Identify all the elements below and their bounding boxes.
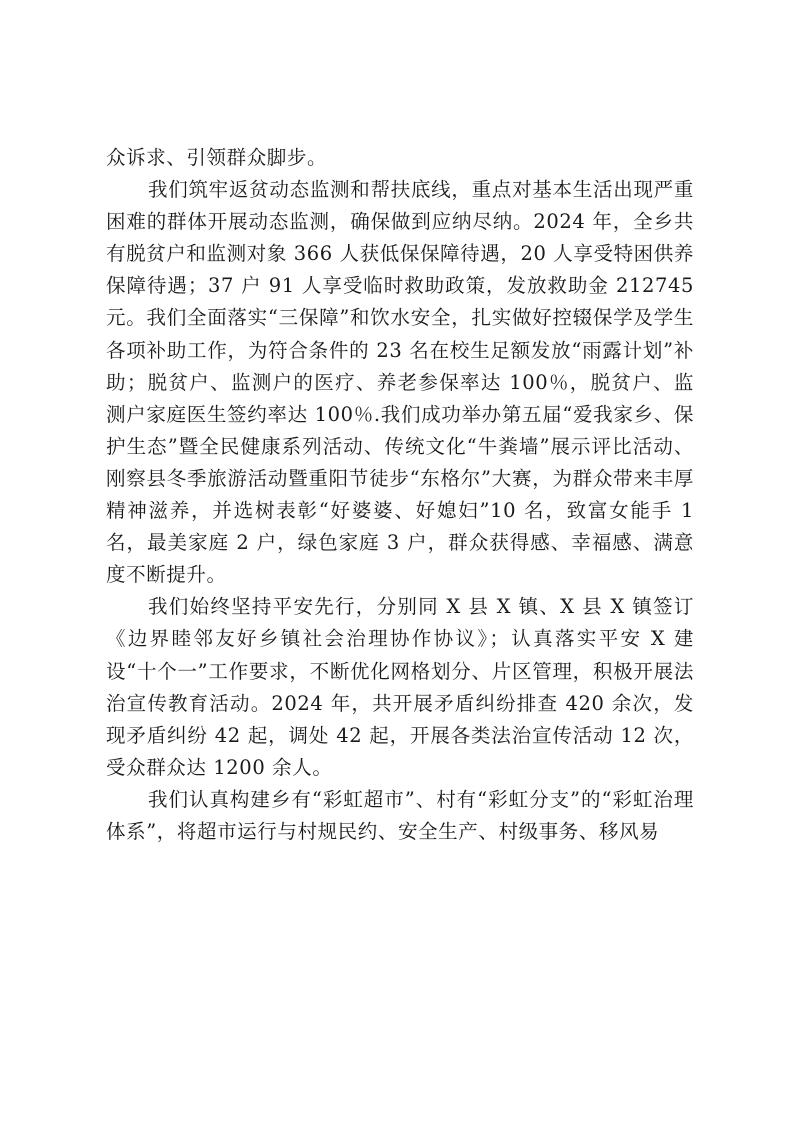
paragraph-rainbow-governance: 我们认真构建乡有“彩虹超市”、村有“彩虹分支”的“彩虹治理体系”，将超市运行与村规民约、安全生产、村级事务、移风易	[106, 787, 694, 843]
paragraph-safety-governance: 我们始终坚持平安先行，分别同 X 县 X 镇、X 县 X 镇签订《边界睦邻友好乡镇社会治理协作协议》；认真落实平安 X 建设“十个一”工作要求，不断优化网格划分、片区管理，积极开展法治宣传教育活动。2024 年，共开展矛盾纠纷排查 420 余次，发现矛盾纠纷 42 起，调处 42 起，开展各类法治宣传活动 12 次，受众群众达 1200 余人。	[106, 595, 694, 779]
paragraph-poverty-monitoring: 我们筑牢返贫动态监测和帮扶底线，重点对基本生活出现严重困难的群体开展动态监测，确保做到应纳尽纳。2024 年，全乡共有脱贫户和监测对象 366 人获低保保障待遇，20 人享受特困供养保障待遇；37 户 91 人享受临时救助政策，发放救助金 212745 元。我们全面落实“三保障”和饮水安全，扎实做好控辍保学及学生各项补助工作，为符合条件的 23 名在校生足额发放“雨露计划”补助；脱贫户、监测户的医疗、养老参保率达 100％，脱贫户、监测户家庭医生签约率达 100％.我们成功举办第五届“爱我家乡、保护生态”暨全民健康系列活动、传统文化“牛粪墙”展示评比活动、刚察县冬季旅游活动暨重阳节徒步“东格尔”大赛，为群众带来丰厚精神滋养，并选树表彰“好婆婆、好媳妇”10 名，致富女能手 1 名，最美家庭 2 户，绿色家庭 3 户，群众获得感、幸福感、满意度不断提升。	[106, 178, 694, 587]
document-body	[106, 142, 694, 848]
paragraph-continued: 众诉求、引领群众脚步。	[106, 146, 328, 169]
